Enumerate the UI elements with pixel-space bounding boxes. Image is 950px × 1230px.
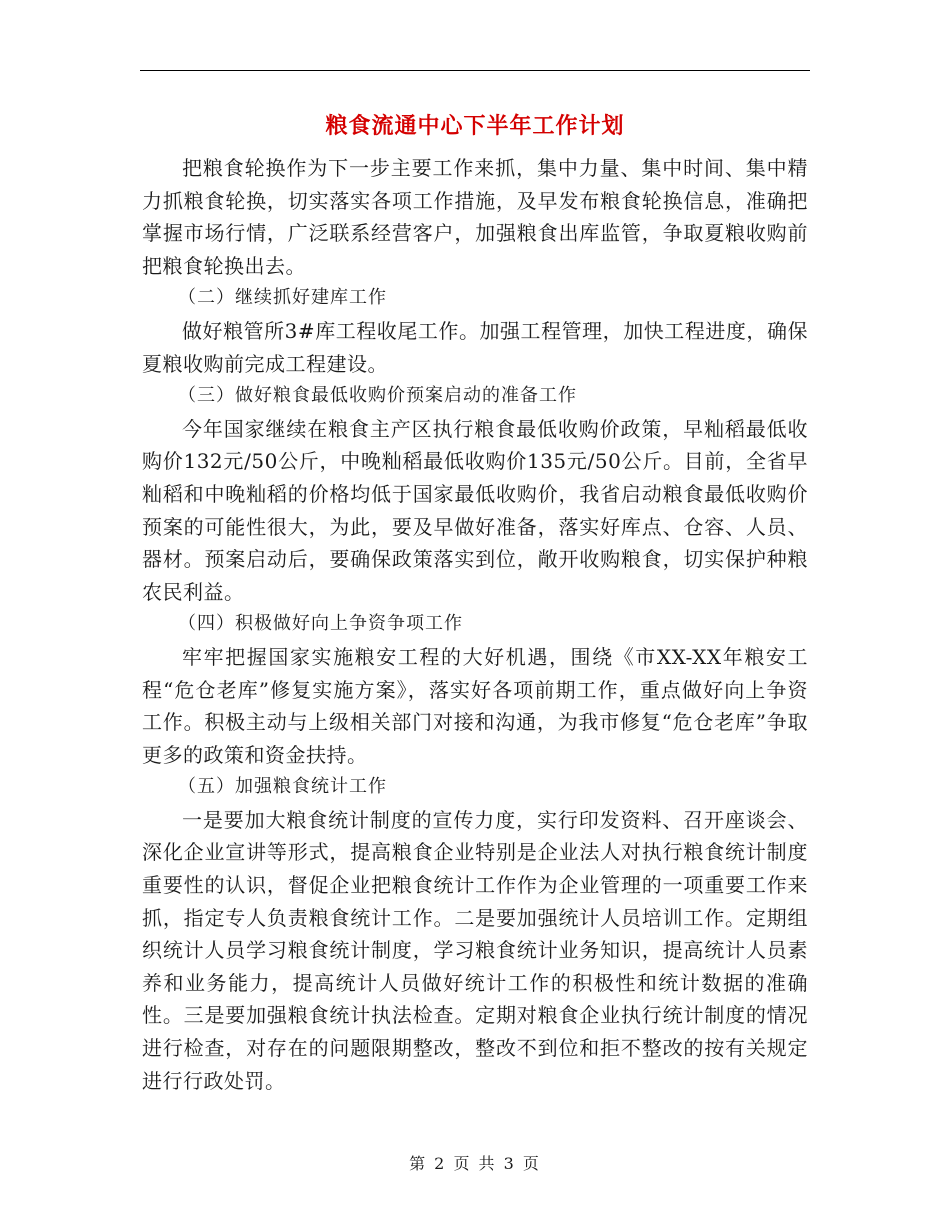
section-heading: （五）加强粮食统计工作	[178, 776, 387, 798]
body-paragraph: 做好粮管所3#库工程收尾工作。加强工程管理，加快工程进度，确保夏粮收购前完成工程建设。	[142, 318, 808, 376]
section-heading: （四）积极做好向上争资争项工作	[178, 613, 463, 635]
document-body	[142, 152, 808, 1097]
header-rule	[140, 70, 810, 71]
body-paragraph: 一是要加大粮食统计制度的宣传力度，实行印发资料、召开座谈会、深化企业宣讲等形式，提高粮食企业特别是企业法人对执行粮食统计制度重要性的认识，督促企业把粮食统计工作作为企业管理的一项重要工作来抓，指定专人负责粮食统计工作。二是要加强统计人员培训工作。定期组织统计人员学习粮食统计制度，学习粮食统计业务知识，提高统计人员素养和业务能力，提高统计人员做好统计工作的积极性和统计数据的准确性。三是要加强粮食统计执法检查。定期对粮食企业执行统计制度的情况进行检查，对存在的问题限期整改，整改不到位和拒不整改的按有关规定进行行政处罚。	[142, 807, 808, 1093]
page-footer: 第 2 页 共 3 页	[409, 1154, 541, 1173]
body-paragraph: 把粮食轮换作为下一步主要工作来抓，集中力量、集中时间、集中精力抓粮食轮换，切实落实各项工作措施，及早发布粮食轮换信息，准确把掌握市场行情，广泛联系经营客户，加强粮食出库监管，争取夏粮收购前把粮食轮换出去。	[142, 156, 808, 278]
section-heading: （二）继续抓好建库工作	[178, 287, 387, 309]
document-title: 粮食流通中心下半年工作计划	[325, 113, 625, 139]
body-paragraph: 牢牢把握国家实施粮安工程的大好机遇，围绕《市XX-XX年粮安工程“危仓老库”修复实施方案》，落实好各项前期工作，重点做好向上争资工作。积极主动与上级相关部门对接和沟通，为我市修复“危仓老库”争取更多的政策和资金扶持。	[142, 644, 808, 767]
body-paragraph: 今年国家继续在粮食主产区执行粮食最低收购价政策，早籼稻最低收购价132元/50公斤，中晚籼稻最低收购价135元/50公斤。目前，全省早籼稻和中晚籼稻的价格均低于国家最低收购价，我省启动粮食最低收购价预案的可能性很大，为此，要及早做好准备，落实好库点、仓容、人员、器材。预案启动后，要确保政策落实到位，敞开收购粮食，切实保护种粮农民利益。	[142, 416, 808, 604]
section-heading: （三）做好粮食最低收购价预案启动的准备工作	[178, 385, 577, 407]
